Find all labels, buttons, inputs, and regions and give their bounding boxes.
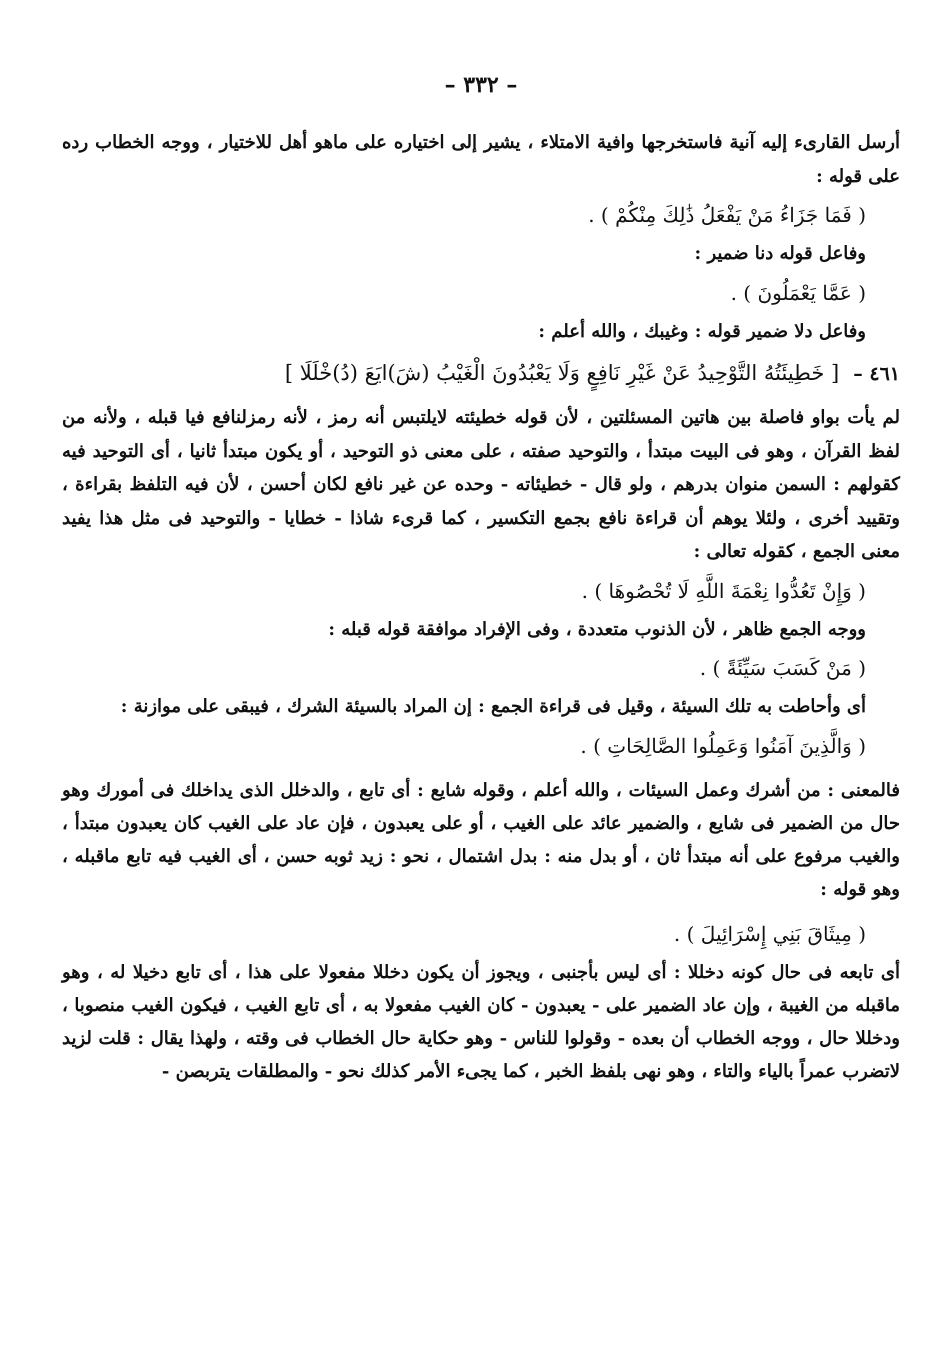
paragraph-7: فالمعنى : من أشرك وعمل السيئات ، والله أعلم ، وقوله شايع : أى تابع ، والدخلل الذى يداخلك فى أمورك وهو حال من الضمير فى شايع ، والضمير عائد على الغيب ، أو على يعبدون ، فإن عاد على الغيب كان يعبدون مبتدأ ، والغيب مرفوع على أنه مبتدأ ثان ، أو بدل منه : بدل اشتمال ، نحو : زيد ثوبه حسن ، أى الغيب فيه تابع ماقبله ، وهو قوله : bbox=[62, 779, 900, 900]
quran-quote-1: ( فَمَا جَزَاءُ مَنْ يَفْعَلُ ذَٰلِكَ مِنْكُمْ ) . bbox=[588, 203, 866, 227]
paragraph-3: وفاعل دلا ضمير قوله : وغيبك ، والله أعلم : bbox=[538, 320, 866, 342]
quran-quote-6: ( مِيثَاقَ بَنِي إِسْرَائِيلَ ) . bbox=[673, 921, 866, 946]
spacer bbox=[62, 906, 900, 912]
book-page bbox=[62, 70, 900, 1330]
quran-quote-5: ( وَالَّذِينَ آمَنُوا وَعَمِلُوا الصَّالِحَاتِ ) . bbox=[580, 733, 866, 758]
paragraph-8: أى تابعه فى حال كونه دخللا : أى ليس بأجنبى ، ويجوز أن يكون دخللا مفعولا على هذا ، أى تابع دخيلا له ، وهو ماقبله من الغيبة ، وإن عاد الضمير على - يعبدون - كان الغيب مفعولا به ، أى تابع الغيب ، فيكون الغيب منصوبا ، ودخللا حال ، ووجه الخطاب أن بعده - وقولوا للناس - وهو حكاية حال الخطاب فى وقته ، ولهذا يقال : قلت لزيد لاتضرب عمراً بالياء والتاء ، وهو نهى بلفظ الخبر ، كما يجىء الأمر كذلك نحو - والمطلقات يتربصن - bbox=[62, 961, 900, 1082]
paragraph-1: أرسل القارىء إليه آنية فاستخرجها وافية الامتلاء ، يشير إلى اختياره على ماهو أهل للاختيار ، ووجه الخطاب رده على قوله : bbox=[62, 132, 900, 187]
poem-verse-461 bbox=[62, 350, 900, 397]
verse-number: ٤٦١ – bbox=[853, 363, 900, 385]
paragraph-5: ووجه الجمع ظاهر ، لأن الذنوب متعددة ، وفى الإفراد موافقة قوله قبله : bbox=[328, 618, 866, 640]
paragraph-4: لم يأت بواو فاصلة بين هاتين المسئلتين ، لأن قوله خطيئته لايلتبس أنه رمز ، لأنه رمزلنافع فيا قبله ، ولأنه من لفظ القرآن ، وهو فى البيت مبتدأ ، والتوحيد صفته ، على معنى ذو التوحيد ، أو يكون مبتدأ ثانيا ، أى التوحيد فيه كقولهم : السمن منوان بدرهم ، ولو قال - خطيئاته - وحده عن غير نافع لكان أحسن ، لأن فيه التلفظ بقراءة ، وتقييد أخرى ، ولئلا يوهم أن قراءة نافع بجمع التكسير ، كما قرىء شاذا - خطايا - والتوحيد فى مثل هذا يفيد معنى الجمع ، كقوله تعالى : bbox=[62, 407, 900, 562]
quran-quote-2: ( عَمَّا يَعْمَلُونَ ) . bbox=[730, 280, 866, 305]
verse-text: [ خَطِيئَتُهُ التَّوْحِيدُ عَنْ غَيْرِ نَافِعٍ وَلَا يَعْبُدُونَ الْغَيْبُ (شَ)ايَعَ (دُ)خْلَلَا ] bbox=[284, 361, 840, 385]
quran-quote-4: ( مَنْ كَسَبَ سَيِّئَةً ) . bbox=[699, 656, 866, 680]
quran-quote-3: ( وَإِنْ تَعُدُّوا نِعْمَةَ اللَّهِ لَا تُحْصُوهَا ) . bbox=[581, 578, 866, 603]
paragraph-2: وفاعل قوله دنا ضمير : bbox=[694, 243, 866, 264]
page-number: – ٣٣٢ – bbox=[444, 72, 518, 98]
paragraph-6: أى وأحاطت به تلك السيئة ، وقيل فى قراءة الجمع : إن المراد بالسيئة الشرك ، فيبقى على موازنة : bbox=[120, 696, 866, 717]
